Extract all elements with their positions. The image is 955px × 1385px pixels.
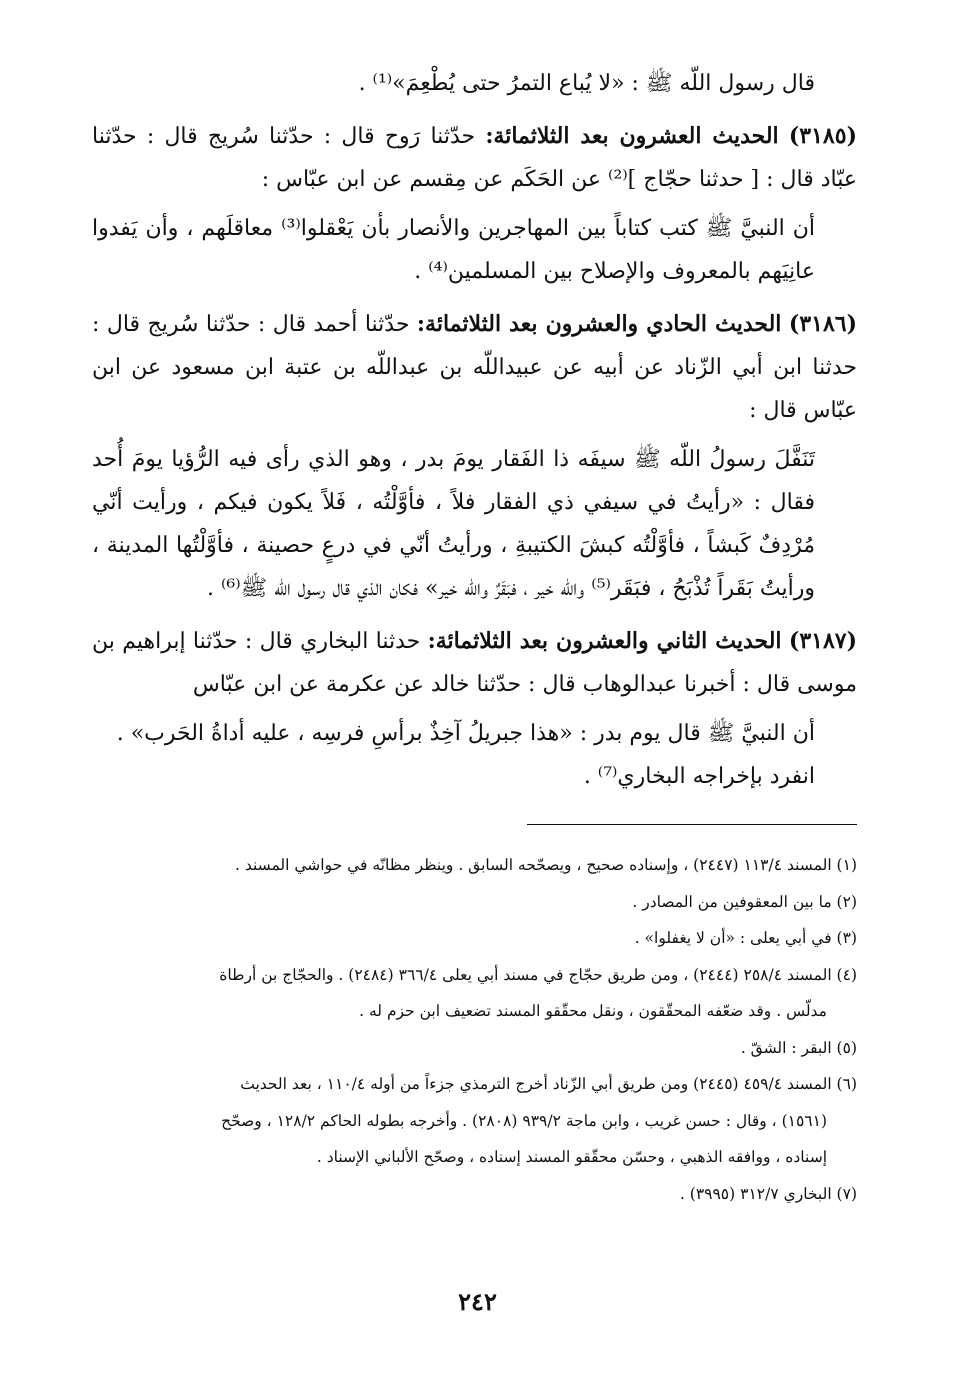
hadith-text-3187: أن النبيَّ ﷺ قال يوم بدر : «هذا جبريلُ آخِذٌ برأسِ فرسِه ، عليه أداةُ الحَرب» . xyxy=(116,721,815,746)
hadith-heading-3185 xyxy=(92,115,857,201)
hadith-number: (٣١٨٧) xyxy=(788,628,858,654)
hadith-heading-3187 xyxy=(92,620,857,706)
footnote-5: (٥) البقر : الشقّ . xyxy=(740,1038,857,1057)
hadith-heading-3186 xyxy=(92,303,857,432)
footnote-4: (٤) المسند ٢٥٨/٤ (٢٤٤٤) ، ومن طريق حجّاج في مسند أبي يعلى ٣٦٦/٤ (٢٤٨٤) . والحجّاج بن أرطاة xyxy=(219,965,857,984)
hadith-title: الحديث الثاني والعشرون بعد الثلاثمائة: xyxy=(427,628,782,654)
main-text xyxy=(92,62,857,798)
footnote-divider xyxy=(527,824,857,825)
hadith-text-3186: تَنَفَّلَ رسولُ اللّه ﷺ سيفَه ذا الفَقار يومَ بدر ، وهو الذي رأى فيه الرُّؤيا يومَ أُحد فقال : «رأيتُ في سيفي ذي الفقار فلاً ، فأوَّلْتُه ، فَلاً يكون فيكم ، ورأيت أنّي مُرْدِفٌ كَبشاً ، فأوَّلْتُه كبشَ الكتيبةِ ، ورأيتُ أنّي في درعٍ حصينة ، فأوَّلْتُها المدينة ، ورأيتُ بَقَراً تُذْبَحُ ، فبَقَر⁽⁵⁾ واللّه خير ، فبَقَرٌ واللّه خير» فكان الذي قال رسول اللّه ﷺ⁽⁶⁾ . xyxy=(92,447,815,601)
hadith-number: (٣١٨٥) xyxy=(788,123,857,149)
hadith-number: (٣١٨٦) xyxy=(788,311,857,337)
hadith-text-3185: أن النبيَّ ﷺ كتب كتاباً بين المهاجرين والأنصار بأن يَعْقلوا⁽³⁾ معاقلَهم ، وأن يَفدوا عانِيَهم بالمعروف والإصلاح بين المسلمين⁽⁴⁾ . xyxy=(92,216,815,284)
hadith-text-intro: قال رسول اللّه ﷺ : «لا يُباع التمرُ حتى يُطْعِمَ»⁽¹⁾ . xyxy=(358,71,815,96)
hadith-note-3187: انفرد بإخراجه البخاري⁽⁷⁾ . xyxy=(583,764,815,789)
hadith-title: الحديث العشرون بعد الثلاثمائة: xyxy=(485,123,779,149)
footnote-7: (٧) البخاري ٣١٢/٧ (٣٩٩٥) . xyxy=(679,1184,857,1203)
footnote-4-continued: مدلّس . وقد ضعّفه المحقّقون ، ونقل محقّقو المسند تضعيف ابن حزم له . xyxy=(359,1002,827,1020)
hadith-title: الحديث الحادي والعشرون بعد الثلاثمائة: xyxy=(416,311,782,337)
hadith-chain: حدثنا البخاري قال : حدّثنا إبراهيم بن موسى قال : أخبرنا عبدالوهاب قال : حدّثنا خالد عن عكرمة عن ابن عبّاس xyxy=(92,629,857,697)
hadith-chain: حدّثنا أحمد قال : حدّثنا سُريج قال : حدثنا ابن أبي الزّناد عن أبيه عن عبيداللّه بن عبداللّه بن عتبة ابن مسعود عن ابن عبّاس قال : xyxy=(92,312,857,423)
page-number: ٢٤٢ xyxy=(458,1287,497,1316)
footnote-3: (٣) في أبي يعلى : «أن لا يغفلوا» . xyxy=(634,929,857,947)
footnote-2: (٢) ما بين المعقوفين من المصادر . xyxy=(632,892,857,911)
footnote-6-continued: (١٥٦١) ، وقال : حسن غريب ، وابن ماجة ٩٣٩/٢ (٢٨٠٨) . وأخرجه بطوله الحاكم ١٢٨/٢ ، وصحّح xyxy=(221,1111,827,1130)
footnotes xyxy=(92,847,857,1212)
footnote-6: (٦) المسند ٤٥٩/٤ (٢٤٤٥) ومن طريق أبي الزّناد أخرج الترمذي جزءاً من أوله ١١٠/٤ ، بعد الحديث xyxy=(240,1075,857,1093)
hadith-chain: حدّثنا رَوح قال : حدّثنا سُريج قال : حدّثنا عبّاد قال : [ حدثنا حجّاج ]⁽²⁾ عن الحَكَم عن مِقسم عن ابن عبّاس : xyxy=(92,124,857,192)
footnote-1: (١) المسند ١١٣/٤ (٢٤٤٧) ، وإسناده صحيح ، ويصحّحه السابق . وينظر مظانّه في حواشي المسند . xyxy=(234,856,857,874)
footnote-6-continued-2: إسناده ، ووافقه الذهبي ، وحسّن محقّقو المسند إسناده ، وصحّح الألباني الإسناد . xyxy=(316,1148,827,1166)
